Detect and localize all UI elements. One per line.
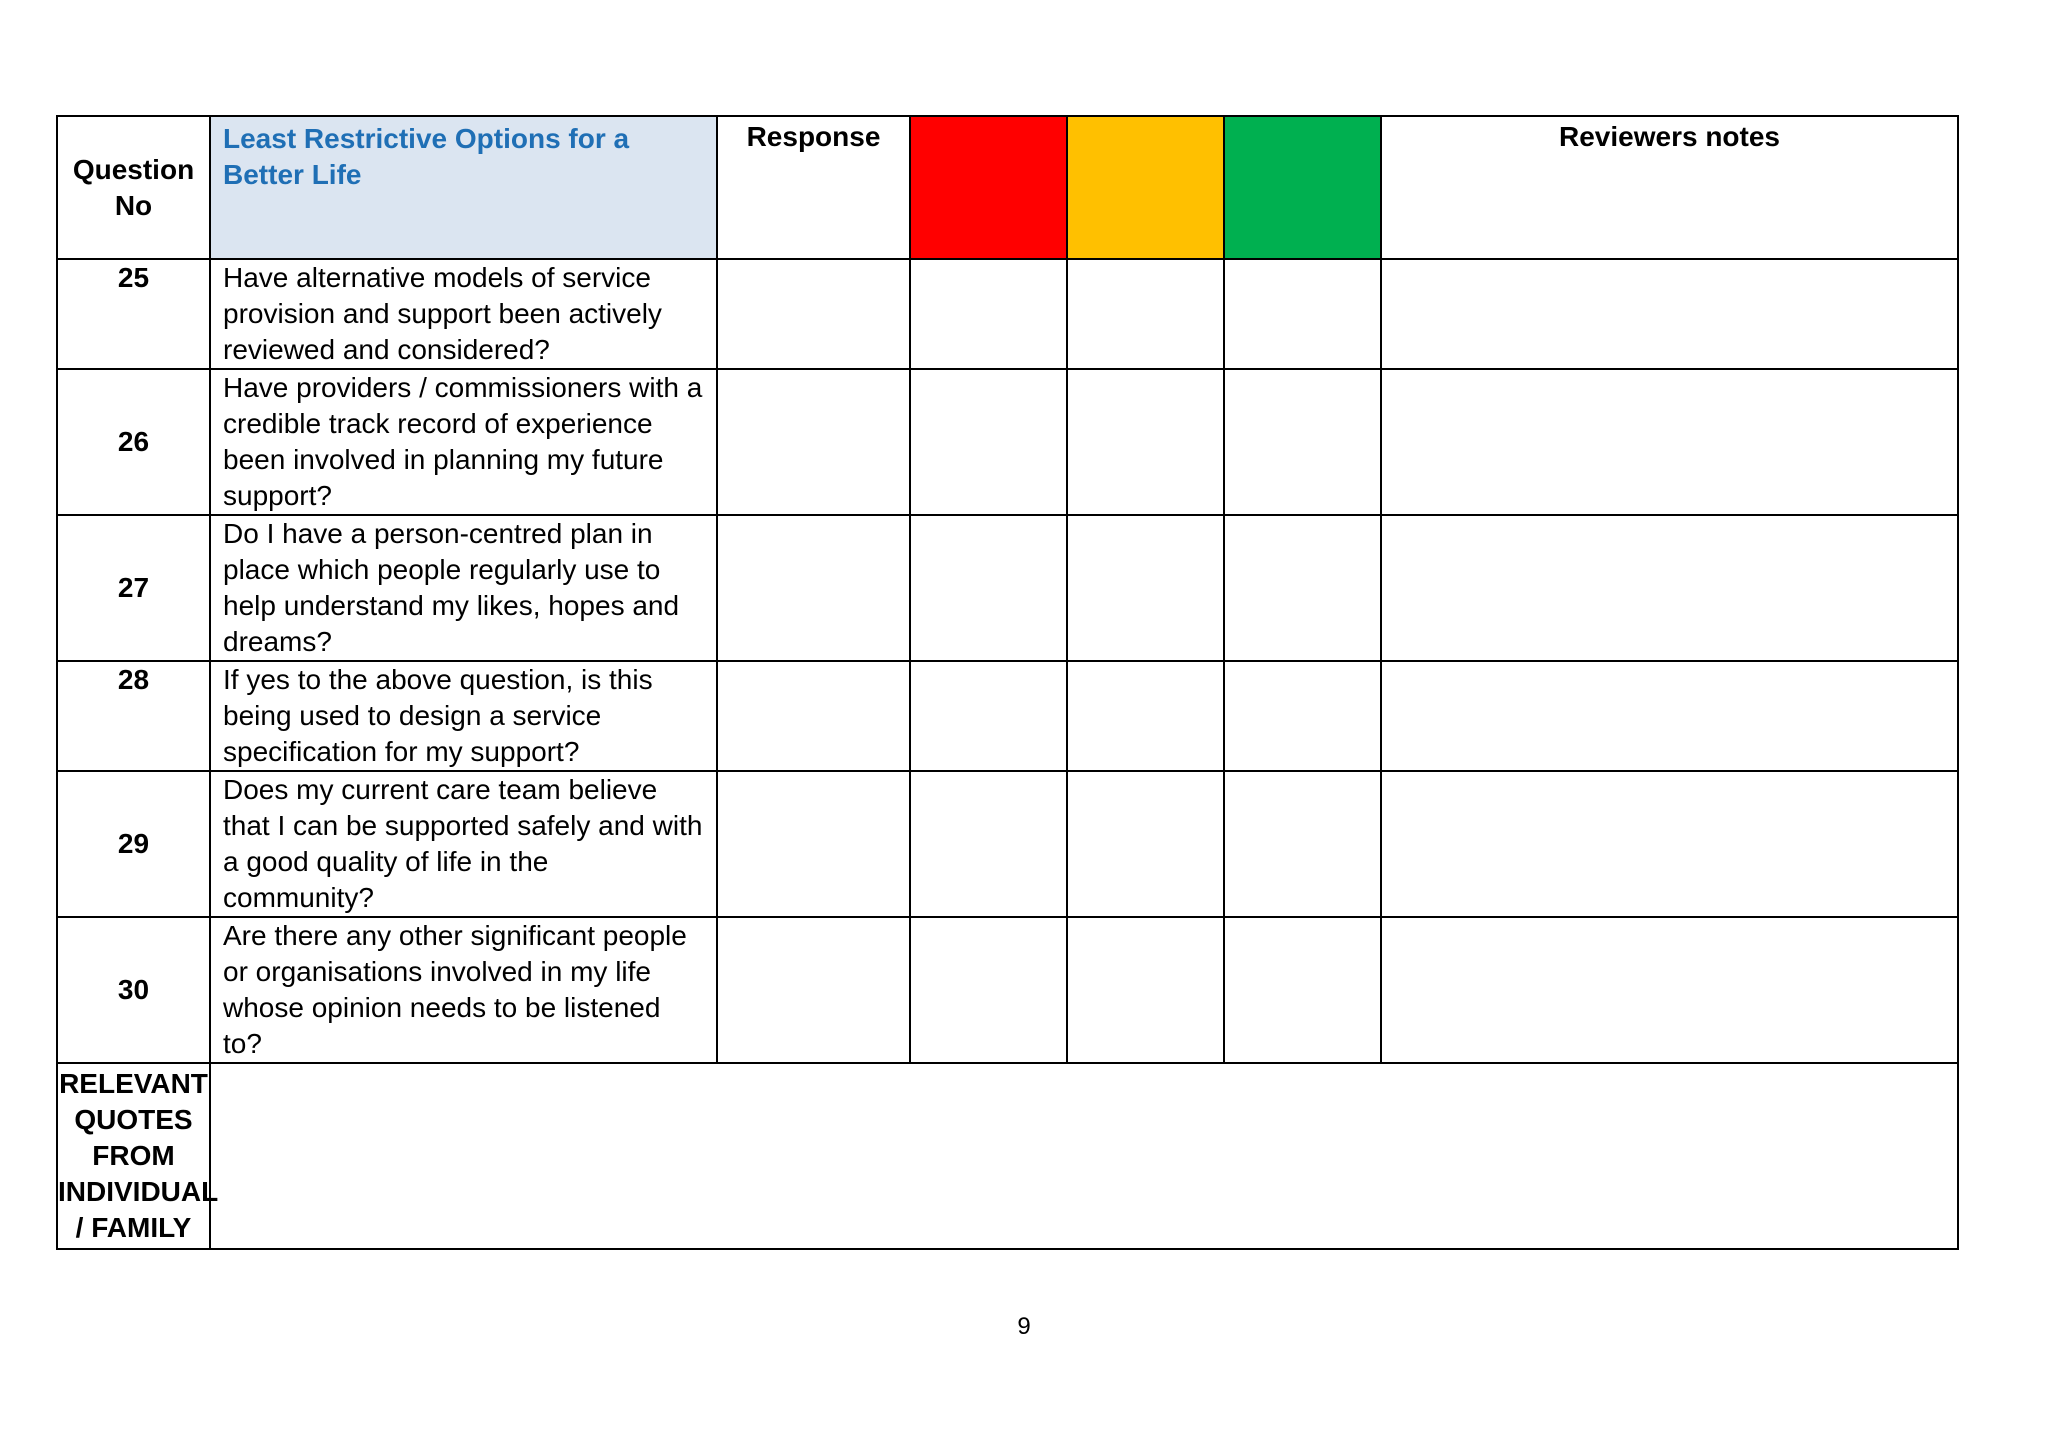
rag-amber-cell[interactable] [1067, 259, 1224, 369]
rag-green-cell[interactable] [1224, 917, 1381, 1063]
table-row [57, 661, 1958, 771]
rag-amber-cell[interactable] [1067, 369, 1224, 515]
rag-red-cell[interactable] [910, 369, 1067, 515]
rag-amber-cell[interactable] [1067, 917, 1224, 1063]
reviewers-notes-cell[interactable] [1381, 369, 1958, 515]
question-number: 29 [57, 771, 210, 917]
response-cell[interactable] [717, 259, 910, 369]
question-text: Have providers / commissioners with a credible track record of experience been involved in planning my future support? [210, 369, 717, 515]
rag-amber-cell[interactable] [1067, 515, 1224, 661]
page-number: 9 [1017, 1313, 1031, 1340]
rag-green-header [1224, 116, 1381, 259]
section-title: Least Restrictive Options for a Better Life [210, 116, 717, 259]
reviewers-notes-cell[interactable] [1381, 917, 1958, 1063]
rag-red-cell[interactable] [910, 917, 1067, 1063]
reviewers-notes-cell[interactable] [1381, 771, 1958, 917]
reviewers-notes-cell[interactable] [1381, 661, 1958, 771]
question-text: Do I have a person-centred plan in place which people regularly use to help understand my likes, hopes and dreams? [210, 515, 717, 661]
response-cell[interactable] [717, 917, 910, 1063]
table-row [57, 515, 1958, 661]
response-cell[interactable] [717, 369, 910, 515]
table-row [57, 917, 1958, 1063]
question-no-header: Question No [57, 116, 210, 259]
question-number: 27 [57, 515, 210, 661]
question-number: 26 [57, 369, 210, 515]
rag-amber-cell[interactable] [1067, 661, 1224, 771]
header-row [57, 116, 1958, 259]
question-number: 25 [57, 259, 210, 369]
question-text: If yes to the above question, is this being used to design a service specification for my support? [210, 661, 717, 771]
question-text: Have alternative models of service provision and support been actively reviewed and considered? [210, 259, 717, 369]
rag-red-cell[interactable] [910, 661, 1067, 771]
review-table [56, 115, 1959, 1250]
rag-amber-header [1067, 116, 1224, 259]
question-text: Does my current care team believe that I can be supported safely and with a good quality of life in the community? [210, 771, 717, 917]
rag-green-cell[interactable] [1224, 515, 1381, 661]
rag-red-cell[interactable] [910, 515, 1067, 661]
rag-red-cell[interactable] [910, 259, 1067, 369]
reviewers-notes-cell[interactable] [1381, 259, 1958, 369]
rag-green-cell[interactable] [1224, 771, 1381, 917]
rag-red-cell[interactable] [910, 771, 1067, 917]
response-cell[interactable] [717, 515, 910, 661]
reviewers-notes-cell[interactable] [1381, 515, 1958, 661]
rag-green-cell[interactable] [1224, 661, 1381, 771]
question-number: 28 [57, 661, 210, 771]
table-row [57, 771, 1958, 917]
table-row [57, 259, 1958, 369]
quotes-label: RELEVANT QUOTES FROM INDIVIDUAL / FAMILY [57, 1063, 210, 1249]
rag-green-cell[interactable] [1224, 259, 1381, 369]
quotes-row [57, 1063, 1958, 1249]
rag-red-header [910, 116, 1067, 259]
response-header: Response [717, 116, 910, 259]
question-number: 30 [57, 917, 210, 1063]
quotes-cell[interactable] [210, 1063, 1958, 1249]
question-text: Are there any other significant people or organisations involved in my life whose opinion needs to be listened to? [210, 917, 717, 1063]
response-cell[interactable] [717, 661, 910, 771]
response-cell[interactable] [717, 771, 910, 917]
rag-amber-cell[interactable] [1067, 771, 1224, 917]
table-row [57, 369, 1958, 515]
reviewers-notes-header: Reviewers notes [1381, 116, 1958, 259]
rag-green-cell[interactable] [1224, 369, 1381, 515]
